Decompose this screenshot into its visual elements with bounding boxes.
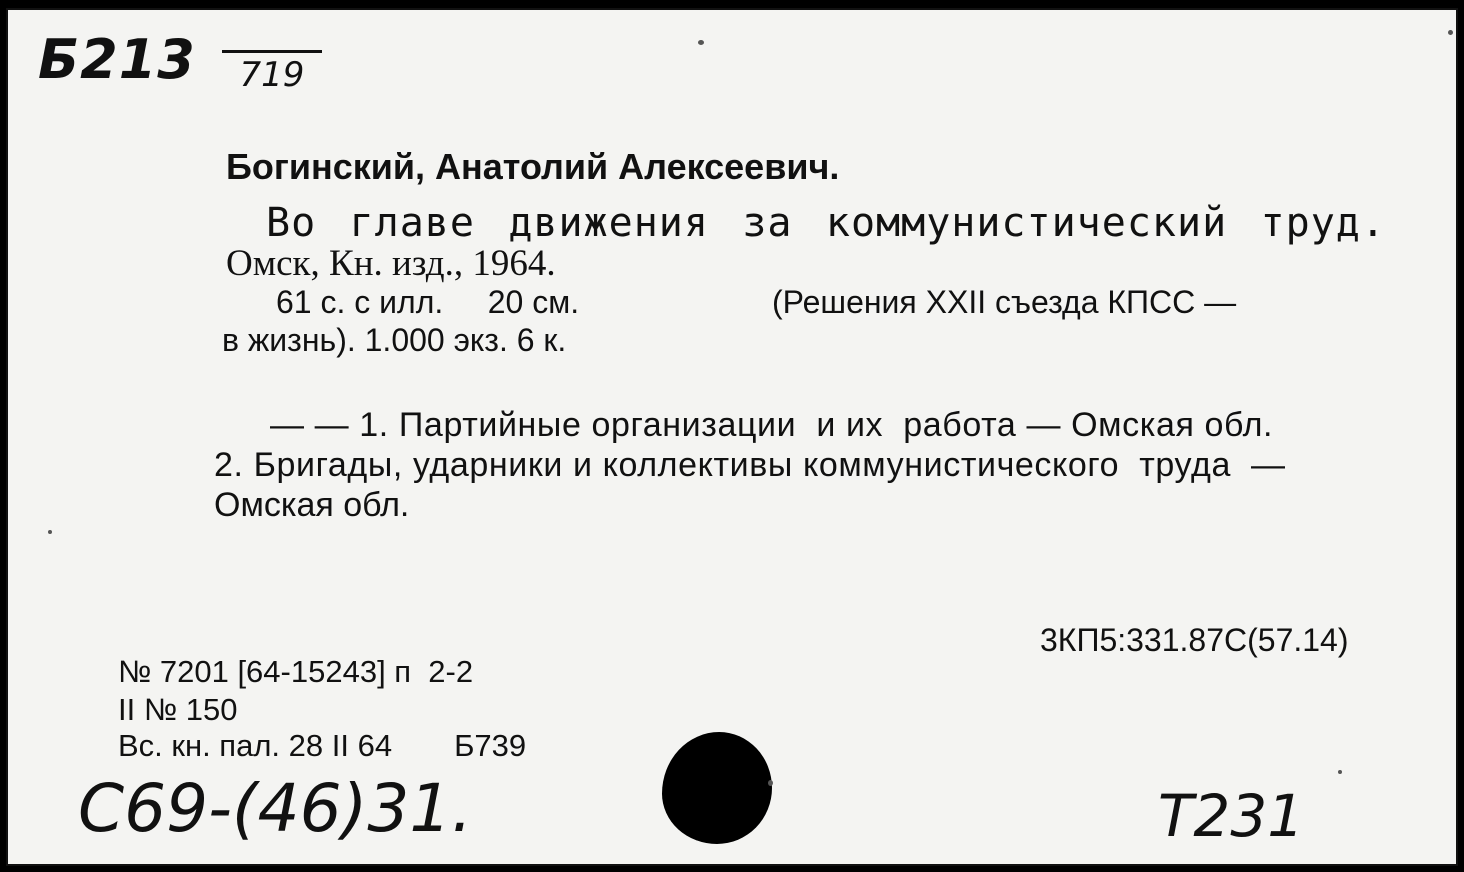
speck bbox=[698, 40, 704, 45]
subject-heading-2: 2. Бригады, ударники и коллективы коммунистического труда — bbox=[214, 446, 1286, 484]
tech-line-3 bbox=[118, 728, 526, 764]
title-word: Во bbox=[266, 200, 317, 246]
author-heading: Богинский, Анатолий Алексеевич. bbox=[226, 146, 840, 187]
title-word: коммунистический bbox=[825, 200, 1228, 246]
punch-hole bbox=[662, 732, 772, 844]
tech-line-1: № 7201 [64-15243] п 2-2 bbox=[118, 654, 474, 689]
title-word: главе bbox=[349, 200, 475, 246]
chamber-registration: Вс. кн. пал. 28 II 64 bbox=[118, 728, 393, 763]
speck bbox=[1448, 30, 1453, 35]
speck bbox=[48, 530, 52, 534]
catalog-card bbox=[6, 8, 1458, 866]
speck bbox=[768, 780, 773, 786]
handwritten-shelf-fraction: 719 bbox=[222, 50, 322, 95]
title-line bbox=[266, 200, 1386, 246]
title-word: движения bbox=[508, 200, 709, 246]
subject-heading-1: — — 1. Партийные организации и их работа — Омская обл. bbox=[270, 406, 1274, 444]
series-statement: (Решения XXII съезда КПСС — bbox=[772, 284, 1237, 320]
handwritten-call-number: С69-(46)31. bbox=[78, 770, 473, 847]
physical-description: 61 с. с илл. 20 см. bbox=[276, 284, 580, 320]
tech-line-2: II № 150 bbox=[118, 692, 238, 727]
speck bbox=[1338, 770, 1342, 774]
imprint-line: Омск, Кн. изд., 1964. bbox=[226, 243, 556, 284]
subject-heading-2-continued: Омская обл. bbox=[214, 486, 410, 524]
classification-code: 3КП5:331.87С(57.14) bbox=[1040, 622, 1349, 658]
title-word: труд. bbox=[1260, 200, 1386, 246]
physical-description-continued: в жизнь). 1.000 экз. 6 к. bbox=[222, 322, 567, 358]
physical-description-line bbox=[276, 284, 1376, 321]
order-code: Б739 bbox=[454, 728, 527, 763]
handwritten-shelf-mark: Б213 bbox=[38, 28, 196, 91]
handwritten-number: T231 bbox=[1158, 782, 1305, 850]
title-word: за bbox=[742, 200, 793, 246]
